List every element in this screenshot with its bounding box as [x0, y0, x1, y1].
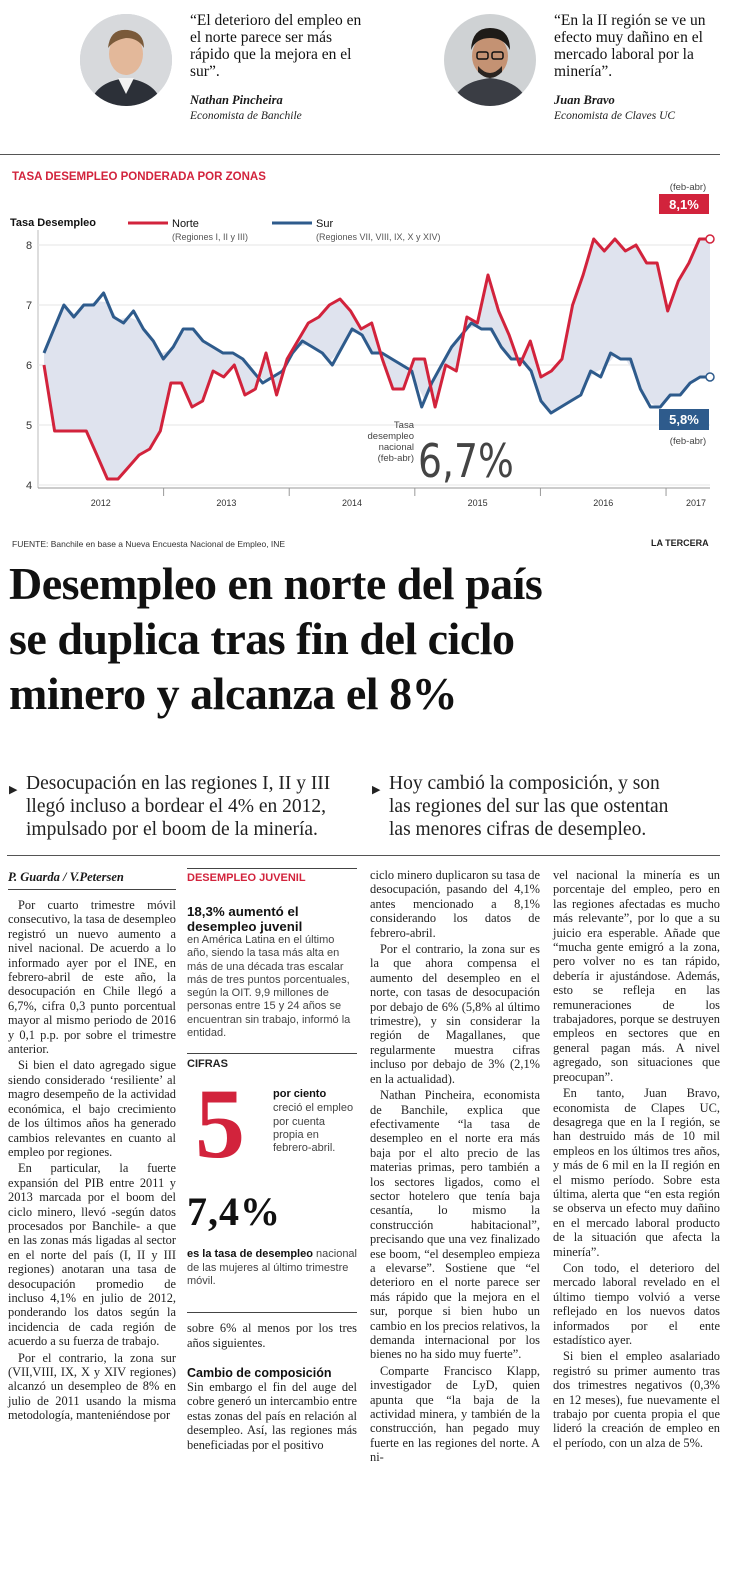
badge-sur-text: 5,8%	[669, 412, 699, 427]
body-divider	[7, 855, 720, 856]
quote-role-bravo: Economista de Claves UC	[554, 110, 676, 122]
y-tick-label: 8	[26, 240, 33, 252]
national-label-line: nacional	[378, 442, 414, 453]
top-divider	[0, 154, 720, 155]
pct-desc-bold: es la tasa de desempleo	[187, 1248, 313, 1261]
headline-line-2: se duplica tras fin del ciclo	[9, 613, 515, 664]
byline-rule	[8, 889, 176, 890]
national-label-line: Tasa	[393, 420, 414, 431]
quote-role-pincheira: Economista de Banchile	[190, 110, 302, 122]
y-tick-label: 7	[26, 300, 33, 312]
headline-line-1: Desempleo en norte del país	[9, 558, 543, 609]
chart-title: TASA DESEMPLEO PONDERADA POR ZONAS	[12, 171, 266, 183]
badge-norte-text: 8,1%	[669, 197, 699, 212]
dek-right-line-1: Hoy cambió la composición, y son	[389, 773, 660, 794]
period-label-top: (feb-abr)	[669, 182, 707, 193]
col1-paragraph: Si bien el dato agregado sigue siendo considerado ‘resiliente’ al magro desempeño de la actividad económica, el bajo crecimiento de los últimos años ha generado cambios relevantes en cuanto al empleo por regiones.	[8, 1058, 176, 1159]
dek-left-line-1: Desocupación en las regiones I, II y III	[26, 773, 331, 794]
pct-desc	[187, 1248, 357, 1288]
col1-paragraph: Por el contrario, la zona sur (VII,VIII, IX, X y XIV regiones) alcanzó un desempleo de 8% en julio de 2011 usando la misma metodología, manteniéndose por	[8, 1350, 176, 1423]
x-tick-label: 2012	[90, 498, 111, 508]
national-value: 6,7%	[418, 434, 514, 488]
column-3	[370, 868, 540, 1465]
cifras-label: CIFRAS	[187, 1058, 228, 1071]
y-axis-title: Tasa Desempleo	[10, 217, 97, 229]
legend-sublabel-norte: (Regiones I, II y III)	[172, 232, 249, 242]
pct-desc-rest: nacional de las mujeres al último trimestre móvil.	[187, 1248, 357, 1287]
subhead: Cambio de composición	[187, 1366, 332, 1381]
period-label-bottom: (feb-abr)	[669, 436, 707, 447]
legend-sublabel-sur: (Regiones VII, VIII, IX, X y XIV)	[316, 232, 441, 242]
sidebar-lead-bold: 18,3% aumentó el desempleo juvenil	[187, 904, 303, 934]
dek-left-line-2: llegó incluso a bordear el 4% en 2012,	[26, 796, 326, 817]
column-1	[8, 898, 176, 1423]
x-tick-label: 2013	[216, 498, 237, 508]
sidebar-top-rule	[187, 868, 357, 869]
x-tick-label: 2014	[342, 498, 363, 508]
x-tick-label: 2015	[467, 498, 488, 508]
unemployment-chart	[0, 180, 730, 525]
legend-label-norte: Norte	[172, 218, 199, 230]
endpoint-marker-norte	[706, 235, 714, 243]
sidebar-column	[187, 868, 357, 1452]
col1-paragraph: En particular, la fuerte expansión del PIB entre 2011 y 2013 marcada por el boom del ciclo minero, llevó -según datos procesados por Banchile- a que en las zonas más ligadas al sector en el norte del país (I, II y III regiones) anotaran una tasa de desocupación promedio de incluso 4,1% en julio de 2012, ponderando los datos según la incidencia de cada región de acuerdo a su fuerza de trabajo.	[8, 1161, 176, 1349]
quote-text-bravo: “En la II región se ve un efecto muy dañino en el mercado laboral por la minería”.	[554, 12, 706, 80]
quote-name-bravo: Juan Bravo	[554, 93, 615, 107]
brand-label: LA TERCERA	[651, 538, 709, 548]
big-number-unit: por ciento	[273, 1088, 327, 1101]
headline	[9, 556, 724, 721]
sidebar-bottom-rule	[187, 1312, 357, 1313]
dek-right	[372, 772, 722, 841]
y-tick-label: 6	[26, 360, 33, 372]
x-tick-label: 2017	[686, 498, 707, 508]
pct-figure: 7,4%	[187, 1189, 281, 1235]
headline-line-3: minero y alcanza el 8%	[9, 668, 458, 719]
byline: P. Guarda / V.Petersen	[8, 870, 124, 884]
big-number-desc: creció el empleo por cuenta propia en febrero-abril.	[273, 1102, 354, 1155]
triangle-bullet-icon: ▶	[372, 784, 381, 796]
gap-area	[44, 239, 710, 479]
y-tick-label: 4	[26, 480, 33, 492]
col3-paragraph: Comparte Francisco Klapp, investigador de LyD, quien apunta que “la baja de la actividad minera, y también de la construcción, han pegado muy fuerte en las regiones del norte. A ni-	[370, 1363, 540, 1465]
quote-text-pincheira: “El deterioro del empleo en el norte parece ser más rápido que la mejora en el sur”.	[190, 12, 362, 80]
col4-paragraph: En tanto, Juan Bravo, economista de Clapes UC, desagrega que en la I región, se han destruido más de 10 mil empleos en los últimos tres años, y más de 6 mil en la II región en el mismo período. Sobre esta última, alerta que “en esta región se observa un efecto muy dañino en el mercado laboral producto de la situación que afecta la minería”.	[553, 1086, 720, 1259]
dek-left	[9, 772, 359, 841]
national-label-line: (feb-abr)	[377, 453, 414, 464]
column-4	[553, 868, 720, 1450]
avatar-juan-bravo	[444, 14, 536, 106]
col3-paragraph: Nathan Pincheira, economista de Banchile, explica que efectivamente “la tasa de desempleo en el norte era más baja por el alto precio de las materias primas, pero también a los sectores ligados, como el sector hotelero que tenía baja cesantía, lo mismo la construcción habitacional”, precisando que una vez finalizado ese boom, “el desempleo empieza a elevarse”. Sostiene que “el deterioro en el norte parece ser más rápido que la mejora en el sur, porque si bien hubo un cambio en los precios relativos, la demanda internacional por los bienes no ha sido muy fuerte”.	[370, 1088, 540, 1362]
col4-paragraph: vel nacional la minería es un porcentaje del empleo, pero en las regiones afectadas es mucho más relevante”, por lo que a su juicio era esperable. Añade que “mucha gente emigró a la zona, pero volver no es tan rápido, debería ir ajustándose. Además, esto se refleja en las remuneraciones de los trabajadores, porque se destruyen empleos en sectores que en general pagan más. A nivel agregado, son situaciones que preocupan”.	[553, 868, 720, 1084]
big-number: 5	[195, 1068, 245, 1180]
sidebar-tag: DESEMPLEO JUVENIL	[187, 872, 306, 884]
quote-name-pincheira: Nathan Pincheira	[190, 93, 283, 107]
x-tick-label: 2016	[593, 498, 614, 508]
chart-source: FUENTE: Banchile en base a Nueva Encuesta Nacional de Empleo, INE	[12, 539, 286, 549]
subhead-text: Sin embargo el fin del auge del cobre generó un intercambio entre estas zonas del país en relación al desempleo. Así, las regiones más beneficiadas por el positivo	[187, 1380, 357, 1452]
legend-label-sur: Sur	[316, 218, 334, 230]
national-label-line: desempleo	[367, 431, 414, 442]
dek-left-line-3: impulsado por el boom de la minería.	[26, 819, 318, 840]
col4-paragraph: Si bien el empleo asalariado registró su primer aumento tras dos trimestres negativos (0,3% en 12 meses), fue nuevamente el trabajo por cuenta propia el que lideró la creación de empleo en el período, con un alza de 5%.	[553, 1349, 720, 1450]
sidebar-cont: sobre 6% al menos por los tres años siguientes.	[187, 1321, 357, 1350]
endpoint-marker-sur	[706, 373, 714, 381]
dek-right-line-3: las menores cifras de desempleo.	[389, 819, 647, 840]
col3-paragraph: ciclo minero duplicaron su tasa de desocupación, pasando del 4,1% antes mencionado a 8,1% considerando los datos de febrero-abril.	[370, 868, 540, 940]
y-tick-label: 5	[26, 420, 33, 432]
sidebar-lead-text: en América Latina en el último año, siendo la tasa más alta en más de una década tras escalar más de tres puntos porcentuales, según la OIT. 9,9 millones de personas entre 15 y 24 años se encuentran sin trabajo, informó la entidad.	[187, 934, 351, 1040]
col3-paragraph: Por el contrario, la zona sur es la que ahora compensa el aumento del desempleo en el norte, con tasas de desocupación por debajo de 6% (5,8% al último trimestre), y sin considerar la región de Magallanes, que regularmente muestra cifras incluso por debajo de 3% (2,1% en la actualidad).	[370, 942, 540, 1086]
avatar-nathan-pincheira	[80, 14, 172, 106]
col4-paragraph: Con todo, el deterioro del mercado laboral revelado en el último tiempo volvió a verse reflejado en los nuevos datos informados por el ente estadístico ayer.	[553, 1260, 720, 1347]
triangle-bullet-icon: ▶	[9, 784, 18, 796]
cifras-rule	[187, 1053, 357, 1054]
col1-paragraph: Por cuarto trimestre móvil consecutivo, la tasa de desempleo registró un nuevo aumento a nivel nacional. De acuerdo a lo informado ayer por el INE, en febrero-abril de este año, la desocupación en Chile llegó a 6,7%, cifra 0,3 punto porcentual mayor al mismo periodo de 2016 y 0,1 p.p. por sobre el trimestre anterior.	[8, 898, 176, 1057]
dek-right-line-2: las regiones del sur las que ostentan	[389, 796, 669, 817]
